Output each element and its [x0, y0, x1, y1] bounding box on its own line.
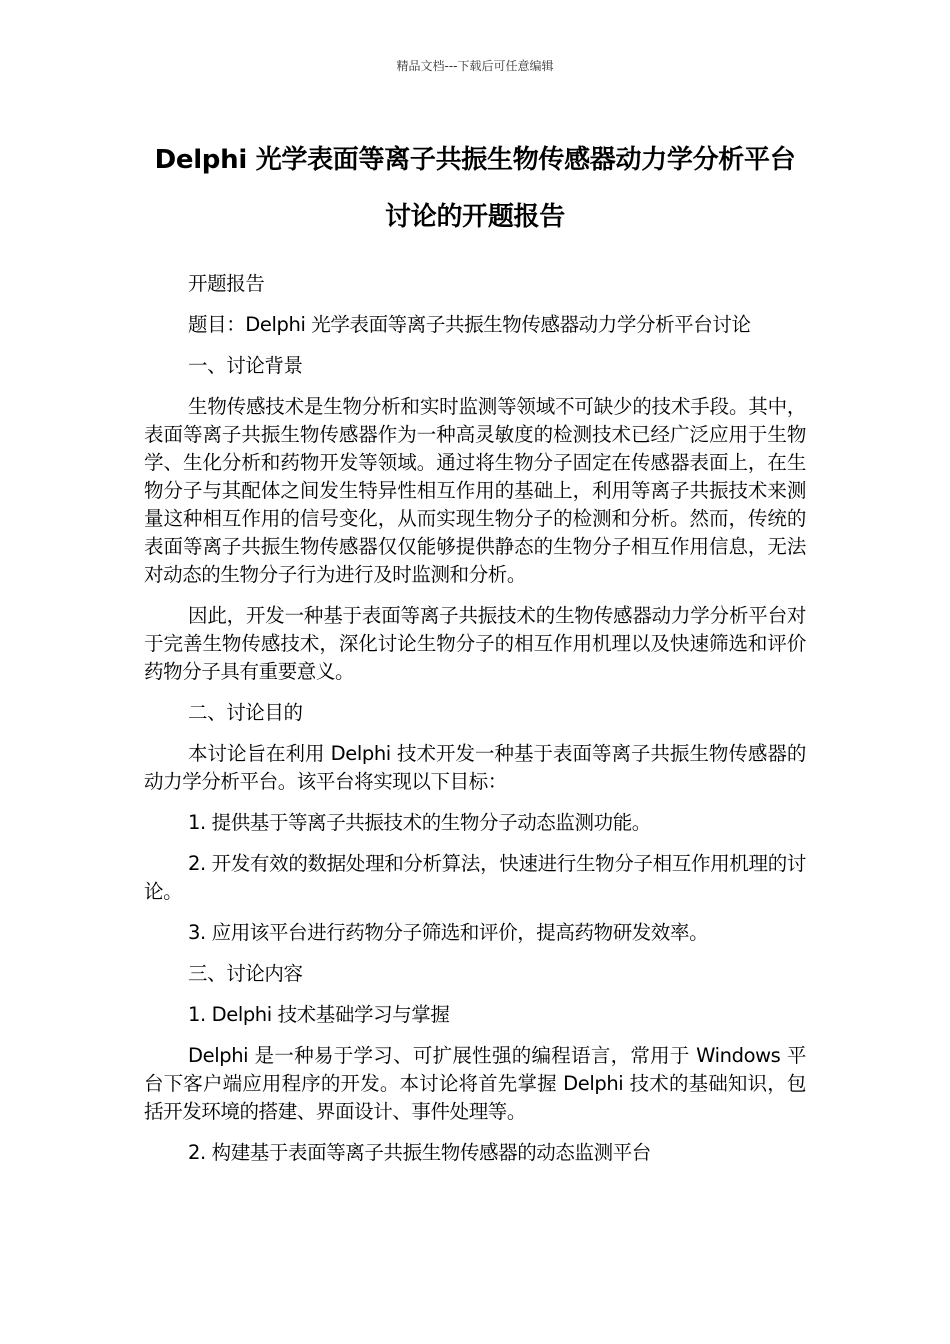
purpose-item-3: 3. 应用该平台进行药物分子筛选和评价，提高药物研发效率。 — [188, 921, 709, 944]
content-paragraph-1: Delphi 是一种易于学习、可扩展性强的编程语言，常用于 Windows 平台下客户端应用程序的开发。本讨论将首先掌握 Delphi 技术的基础知识，包括开发环境的搭建、界面设计、事件处理等。 — [144, 1044, 806, 1123]
purpose-item-2: 2. 开发有效的数据处理和分析算法，快速进行生物分子相互作用机理的讨论。 — [144, 852, 806, 903]
document-body — [144, 270, 806, 1180]
section-heading-purpose: 二、讨论目的 — [188, 701, 303, 724]
section-heading-background: 一、讨论背景 — [188, 354, 303, 377]
content-item-1: 1. Delphi 技术基础学习与掌握 — [188, 1003, 450, 1026]
purpose-paragraph: 本讨论旨在利用 Delphi 技术开发一种基于表面等离子共振生物传感器的动力学分析平台。该平台将实现以下目标： — [144, 742, 806, 793]
document-title: Delphi 光学表面等离子共振生物传感器动力学分析平台讨论的开题报告 — [154, 145, 796, 232]
report-label: 开题报告 — [188, 272, 265, 295]
header-note: 精品文档---下载后可任意编辑 — [396, 59, 554, 73]
background-paragraph-1: 生物传感技术是生物分析和实时监测等领域不可缺少的技术手段。其中，表面等离子共振生物传感器作为一种高灵敏度的检测技术已经广泛应用于生物学、生化分析和药物开发等领域。通过将生物分子固定在传感器表面上，在生物分子与其配体之间发生特异性相互作用的基础上，利用等离子共振技术来测量这种相互作用的信号变化，从而实现生物分子的检测和分析。然而，传统的表面等离子共振生物传感器仅仅能够提供静态的生物分子相互作用信息，无法对动态的生物分子行为进行及时监测和分析。 — [144, 395, 806, 586]
section-heading-content: 三、讨论内容 — [188, 962, 303, 985]
topic-line: 题目：Delphi 光学表面等离子共振生物传感器动力学分析平台讨论 — [188, 313, 751, 336]
content-item-2: 2. 构建基于表面等离子共振生物传感器的动态监测平台 — [188, 1141, 651, 1164]
purpose-item-1: 1. 提供基于等离子共振技术的生物分子动态监测功能。 — [188, 811, 651, 834]
background-paragraph-2: 因此，开发一种基于表面等离子共振技术的生物传感器动力学分析平台对于完善生物传感技术，深化讨论生物分子的相互作用机理以及快速筛选和评价药物分子具有重要意义。 — [144, 604, 806, 683]
